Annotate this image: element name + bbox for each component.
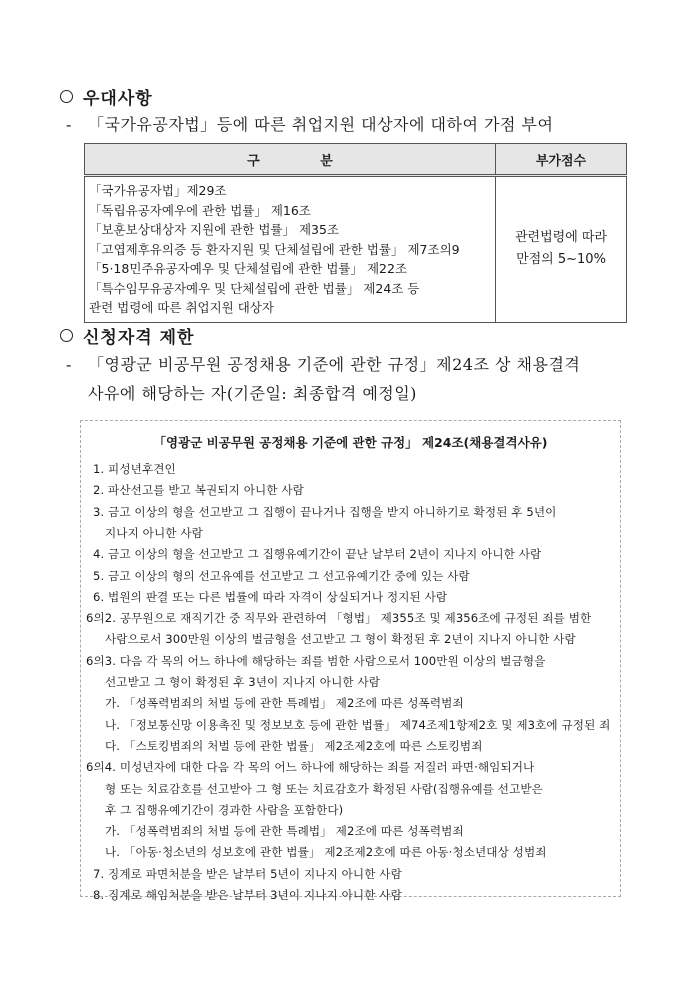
law-item: 관련 법령에 따른 취업지원 대상자 xyxy=(89,300,274,315)
disqualification-box xyxy=(80,420,621,902)
preference-description xyxy=(66,112,553,135)
list-item: 4. 금고 이상의 형을 선고받고 그 집행유예기간이 끝난 날부터 2년이 지나지 아니한 사람 xyxy=(93,547,542,562)
sub-item: 다. 「스토킹범죄의 처벌 등에 관한 법률」 제2조제2호에 따른 스토킹범죄 xyxy=(105,738,483,753)
law-item: 「5·18민주유공자예우 및 단체설립에 관한 법률」 제22조 xyxy=(89,261,408,276)
header-category: 구 분 xyxy=(85,144,496,176)
circle-bullet-icon xyxy=(60,90,73,103)
section-title: 우대사항 xyxy=(83,89,153,109)
law-item: 「특수임무유공자예우 및 단체설립에 관한 법률」 제24조 등 xyxy=(89,280,420,296)
sub-item: 가. 「성폭력범죄의 처벌 등에 관한 특례법」 제2조에 따른 성폭력범죄 xyxy=(105,696,464,711)
bonus-score-cell xyxy=(496,176,627,323)
table-header-row xyxy=(85,144,627,176)
list-item: 6의2. 공무원으로 재직기간 중 직무와 관련하여 「형법」 제355조 및 제356조에 규정된 죄를 범한 xyxy=(86,611,592,626)
list-item: 3. 금고 이상의 형을 선고받고 그 집행이 끝나거나 집행을 받지 아니하기로 확정된 후 5년이 xyxy=(93,504,557,519)
bonus-points-table xyxy=(84,143,627,323)
list-item: 5. 금고 이상의 형의 선고유예를 선고받고 그 선고유예기간 중에 있는 사람 xyxy=(93,568,470,583)
law-item: 「국가유공자법」제29조 xyxy=(89,183,227,198)
restriction-description-cont: 사유에 해당하는 자(기준일: 최종합격 예정일) xyxy=(88,384,417,403)
list-item: 7. 징계로 파면처분을 받은 날부터 5년이 지나지 아니한 사람 xyxy=(93,866,402,881)
list-item: 2. 파산선고를 받고 복권되지 아니한 사람 xyxy=(93,483,304,498)
list-item-cont: 형 또는 치료감호를 선고받아 그 형 또는 치료감호가 확정된 사람(집행유예를 선고받은 xyxy=(105,781,543,796)
dash-bullet-icon: - xyxy=(66,355,72,374)
section-heading-restrictions xyxy=(60,323,194,348)
law-item: 「고엽제후유의증 등 환자지원 및 단체설립에 관한 법률」 제7조의9 xyxy=(89,241,460,257)
list-item: 8. 징계로 해임처분을 받은 날부터 3년이 지나지 아니한 사람 xyxy=(93,888,402,902)
header-bonus-points: 부가점수 xyxy=(496,144,627,176)
list-item: 6. 법원의 판결 또는 다른 법률에 따라 자격이 상실되거나 정지된 사람 xyxy=(93,589,448,604)
circle-bullet-icon xyxy=(60,329,73,342)
sub-item: 나. 「정보통신망 이용촉진 및 정보보호 등에 관한 법률」 제74조제1항제2호 및 제3호에 규정된 죄 xyxy=(105,717,611,732)
table-row xyxy=(85,176,627,323)
section-title: 신청자격 제한 xyxy=(83,328,195,348)
list-item: 6의4. 미성년자에 대한 다음 각 목의 어느 하나에 해당하는 죄를 저질러 파면·해임되거나 xyxy=(86,760,535,775)
description-text: 「국가유공자법」등에 따른 취업지원 대상자에 대하여 가점 부여 xyxy=(88,115,554,134)
sub-item: 가. 「성폭력범죄의 처벌 등에 관한 특례법」 제2조에 따른 성폭력범죄 xyxy=(105,824,464,839)
sub-item: 나. 「아동·청소년의 성보호에 관한 법률」 제2조제2호에 따른 아동·청소년대상 성범죄 xyxy=(105,845,547,860)
list-item-cont: 지나지 아니한 사람 xyxy=(105,525,203,540)
score-line: 관련법령에 따라 xyxy=(514,230,608,246)
list-item-cont: 선고받고 그 형이 확정된 후 3년이 지나지 아니한 사람 xyxy=(105,675,381,689)
score-line: 만점의 5~10% xyxy=(516,252,606,268)
law-list-cell xyxy=(85,176,496,323)
law-item: 「독립유공자예우에 관한 법률」 제16조 xyxy=(89,202,311,218)
law-item: 「보훈보상대상자 지원에 관한 법률」 제35조 xyxy=(89,222,340,237)
list-item-cont: 사람으로서 300만원 이상의 벌금형을 선고받고 그 형이 확정된 후 2년이 지나지 아니한 사람 xyxy=(105,632,576,647)
list-item: 1. 피성년후견인 xyxy=(93,462,176,476)
list-item: 6의3. 다음 각 목의 어느 하나에 해당하는 죄를 범한 사람으로서 100만원 이상의 벌금형을 xyxy=(86,653,546,668)
box-title: 「영광군 비공무원 공정채용 기준에 관한 규정」 제24조(채용결격사유) xyxy=(153,435,548,450)
description-text: 「영광군 비공무원 공정채용 기준에 관한 규정」제24조 상 채용결격 xyxy=(88,355,581,374)
section-heading-preferences xyxy=(60,84,153,109)
restriction-description xyxy=(66,352,580,375)
list-item-cont: 후 그 집행유예기간이 경과한 사람을 포함한다) xyxy=(105,802,344,817)
dash-bullet-icon: - xyxy=(66,115,72,134)
